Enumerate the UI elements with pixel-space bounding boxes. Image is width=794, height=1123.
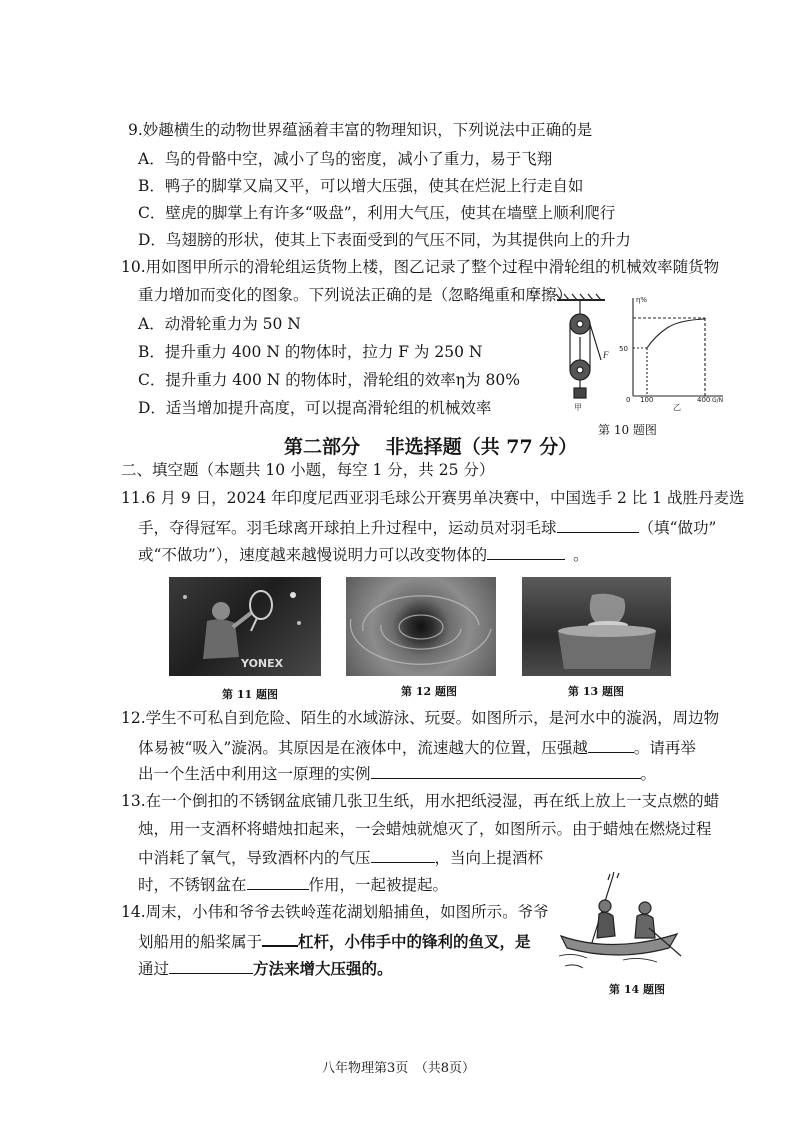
section2-title: 第二部分 非选择题（共 77 分） — [284, 436, 578, 458]
label-jia: 甲 — [574, 403, 582, 412]
fig12-caption: 第 12 题图 — [401, 685, 457, 698]
q13-line-1: 13.在一个倒扣的不锈钢盆底铺几张卫生纸，用水把纸浸湿，再在纸上放上一支点燃的蜡 — [121, 792, 720, 810]
q11-blank-1[interactable] — [557, 516, 639, 533]
q12-line-2-text: 体易被“吸入”漩涡。其原因是在液体中，流速越大的位置，压强越 — [138, 739, 588, 757]
q14-blank-2[interactable] — [169, 957, 253, 974]
q13-blank-2[interactable] — [247, 873, 309, 890]
q13-line-2: 烛，用一支酒杯将蜡烛扣起来，一会蜡烛就熄灭了，如图所示。由于蜡烛在燃烧过程 — [138, 820, 712, 838]
x-unit: G/N — [712, 397, 724, 404]
q11-line-2-tail: （填“做功” — [638, 519, 717, 537]
pulley-diagram — [556, 294, 605, 398]
x-tick-100: 100 — [640, 396, 654, 404]
q12-blank-1[interactable] — [588, 736, 634, 753]
label-yi: 乙 — [673, 403, 681, 412]
q13-line-4-text: 时，不锈钢盆在 — [138, 876, 247, 894]
y-axis-label: η% — [636, 296, 648, 304]
q13-line-3-text: 中消耗了氧气，导致酒杯内的气压 — [138, 849, 371, 867]
q9-option-c: C．壁虎的脚掌上有许多“吸盘”，利用大气压，使其在墙壁上顺利爬行 — [138, 204, 616, 222]
q9-option-d: D．鸟翅膀的形状，使其上下表面受到的气压不同，为其提供向上的升力 — [138, 231, 631, 249]
q10-option-d: D．适当增加提升高度，可以提高滑轮组的机械效率 — [138, 399, 492, 417]
fig13-photo — [522, 577, 671, 676]
fig13-caption: 第 13 题图 — [568, 685, 624, 698]
q13-line-3-tail: ，当向上提酒杯 — [434, 849, 544, 867]
yonex-logo: YONEX — [241, 657, 284, 670]
q12-line-3-text: 出一个生活中利用这一原理的实例 — [138, 765, 371, 783]
q12-line-1: 12.学生不可私自到危险、陌生的水域游泳、玩耍。如图所示，是河水中的漩涡，周边物 — [121, 709, 720, 727]
q11-line-3-text: 或“不做功”），速度越来越慢说明力可以改变物体的 — [138, 546, 488, 564]
q11-line-3-tail: 。 — [573, 546, 589, 564]
page-footer: 八年物理第3页 （共8页） — [322, 1061, 476, 1076]
q13-blank-1[interactable] — [371, 846, 435, 863]
fig14-boat-sketch — [553, 872, 683, 972]
q12-blank-2[interactable] — [371, 762, 641, 779]
q14-line-3-text: 通过 — [138, 960, 170, 978]
q12-line-3 — [138, 762, 656, 785]
q14-line-2-text: 划船用的船桨属于 — [138, 933, 263, 951]
fig14-caption: 第 14 题图 — [609, 983, 665, 996]
q14-line-1: 14.周末，小伟和爷爷去铁岭莲花湖划船捕鱼，如图所示。爷爷 — [121, 903, 549, 921]
efficiency-graph — [633, 298, 723, 396]
q9-option-a: A．鸟的骨骼中空，减小了鸟的密度，减小了重力，易于飞翔 — [138, 150, 553, 168]
q10-stem-1: 10.用如图甲所示的滑轮组运货物上楼，图乙记录了整个过程中滑轮组的机械效率随货物 — [121, 258, 720, 276]
origin-label: 0 — [626, 396, 631, 404]
q12-line-2-tail: 。请再举 — [633, 739, 696, 757]
q13-line-4 — [138, 873, 448, 896]
q10-figure — [555, 292, 735, 412]
q12-line-3-tail: 。 — [640, 765, 657, 783]
section2-subtitle: 二、填空题（本题共 10 小题，每空 1 分，共 25 分） — [121, 461, 495, 479]
x-tick-400: 400 — [697, 396, 711, 404]
q13-line-3 — [138, 846, 543, 869]
q14-line-2 — [138, 929, 531, 953]
fig10-caption: 第 10 题图 — [598, 423, 657, 437]
q11-line-2 — [138, 516, 716, 539]
fig11-caption: 第 11 题图 — [222, 688, 278, 701]
q9-stem: 9.妙趣横生的动物世界蕴涵着丰富的物理知识，下列说法中正确的是 — [128, 121, 593, 139]
y-tick-50: 50 — [619, 345, 628, 353]
q9-option-b: B．鸭子的脚掌又扁又平，可以增大压强，使其在烂泥上行走自如 — [138, 177, 584, 195]
q13-line-4-tail: 作用，一起被提起。 — [308, 876, 449, 894]
q10-option-a: A．动滑轮重力为 50 N — [138, 315, 301, 333]
fig11-photo — [169, 577, 321, 676]
fig12-photo — [346, 577, 496, 676]
q14-line-2-tail: 杠杆，小伟手中的锋利的鱼叉，是 — [298, 932, 531, 951]
q12-line-2 — [138, 736, 696, 759]
q14-line-3 — [138, 957, 393, 980]
q11-blank-2[interactable] — [487, 543, 565, 560]
load-block — [574, 388, 586, 398]
q11-line-2-text: 手，夺得冠军。羽毛球离开球拍上升过程中，运动员对羽毛球 — [138, 519, 557, 537]
q14-line-3-tail: 方法来增大压强的。 — [253, 959, 393, 978]
efficiency-curve — [647, 319, 705, 348]
q11-line-3 — [138, 543, 589, 566]
q10-option-b: B．提升重力 400 N 的物体时，拉力 F 为 250 N — [138, 343, 483, 361]
q14-blank-1[interactable] — [262, 929, 298, 947]
q11-line-1: 11.6 月 9 日，2024 年印度尼西亚羽毛球公开赛男单决赛中，中国选手 2 比 1 战胜丹麦选 — [121, 489, 745, 507]
force-label: F — [603, 350, 609, 360]
q10-stem-2: 重力增加而变化的图象。下列说法正确的是（忽略绳重和摩擦） — [138, 286, 573, 304]
q10-option-c: C．提升重力 400 N 的物体时，滑轮组的效率η为 80% — [138, 371, 520, 389]
